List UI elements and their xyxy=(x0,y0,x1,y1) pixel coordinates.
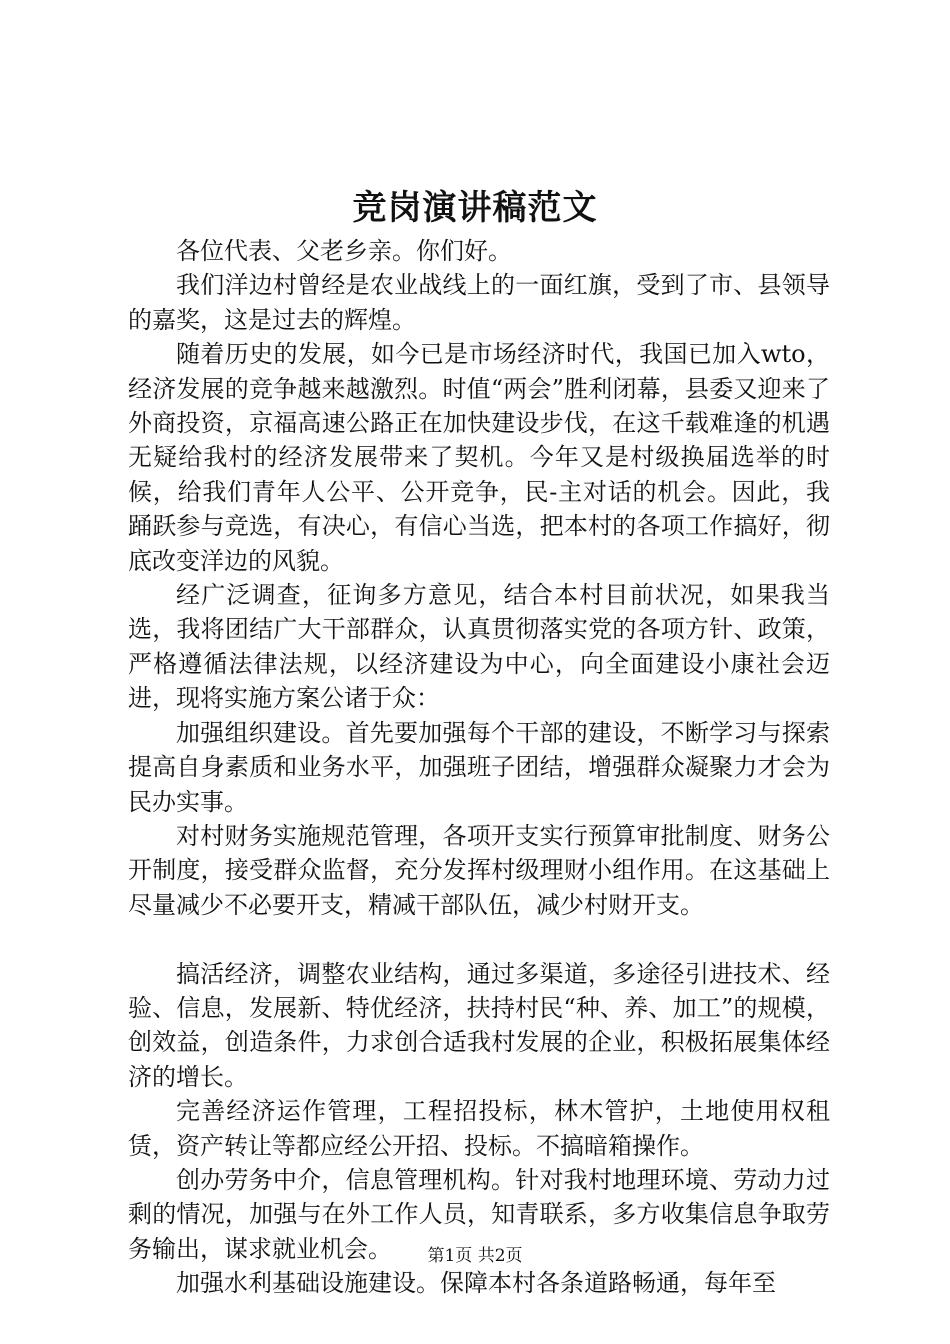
document-body xyxy=(128,234,830,1301)
paragraph: 经广泛调查，征询多方意见，结合本村目前状况，如果我当选，我将团结广大干部群众，认真贯彻落实党的各项方针、政策，严格遵循法律法规，以经济建设为中心，向全面建设小康社会迈进，现将实施方案公诸于众： xyxy=(128,581,830,713)
paragraph: 搞活经济，调整农业结构，通过多渠道，多途径引进技术、经验、信息，发展新、特优经济，扶持村民“种、养、加工”的规模，创效益，创造条件，力求创合适我村发展的企业，积极拓展集体经济的增长。 xyxy=(128,959,830,1091)
blank-line xyxy=(128,922,830,956)
paragraph: 我们洋边村曾经是农业战线上的一面红旗，受到了市、县领导的嘉奖，这是过去的辉煌。 xyxy=(128,271,830,334)
paragraph: 加强组织建设。首先要加强每个干部的建设，不断学习与探索提高自身素质和业务水平，加强班子团结，增强群众凝聚力才会为民办实事。 xyxy=(128,718,830,816)
paragraph: 加强水利基础设施建设。保障本村各条道路畅通，每年至 xyxy=(176,1269,776,1298)
document-title: 竞岗演讲稿范文 xyxy=(352,188,598,228)
paragraph: 创办劳务中介，信息管理机构。针对我村地理环境、劳动力过剩的情况，加强与在外工作人员，知青联系，多方收集信息争取劳务输出，谋求就业机会。 xyxy=(128,1165,830,1263)
page-number-footer: 第1页 共2页 xyxy=(427,1246,523,1266)
paragraph: 随着历史的发展，如今已是市场经济时代，我国已加入wto，经济发展的竞争越来越激烈。时值“两会”胜利闭幕，县委又迎来了外商投资，京福高速公路正在加快建设步伐，在这千载难逢的机遇无疑给我村的经济发展带来了契机。今年又是村级换届选举的时候，给我们青年人公平、公开竞争，民-主对话的机会。因此，我踊跃参与竞选，有决心，有信心当选，把本村的各项工作搞好，彻底改变洋边的风貌。 xyxy=(128,340,830,575)
paragraph: 各位代表、父老乡亲。你们好。 xyxy=(176,237,512,265)
paragraph: 对村财务实施规范管理，各项开支实行预算审批制度、财务公开制度，接受群众监督，充分发挥村级理财小组作用。在这基础上尽量减少不必要开支，精减干部队伍，减少村财开支。 xyxy=(128,821,830,919)
paragraph: 完善经济运作管理，工程招投标，林木管护，土地使用权租赁，资产转让等都应经公开招、投标。不搞暗箱操作。 xyxy=(128,1097,830,1160)
